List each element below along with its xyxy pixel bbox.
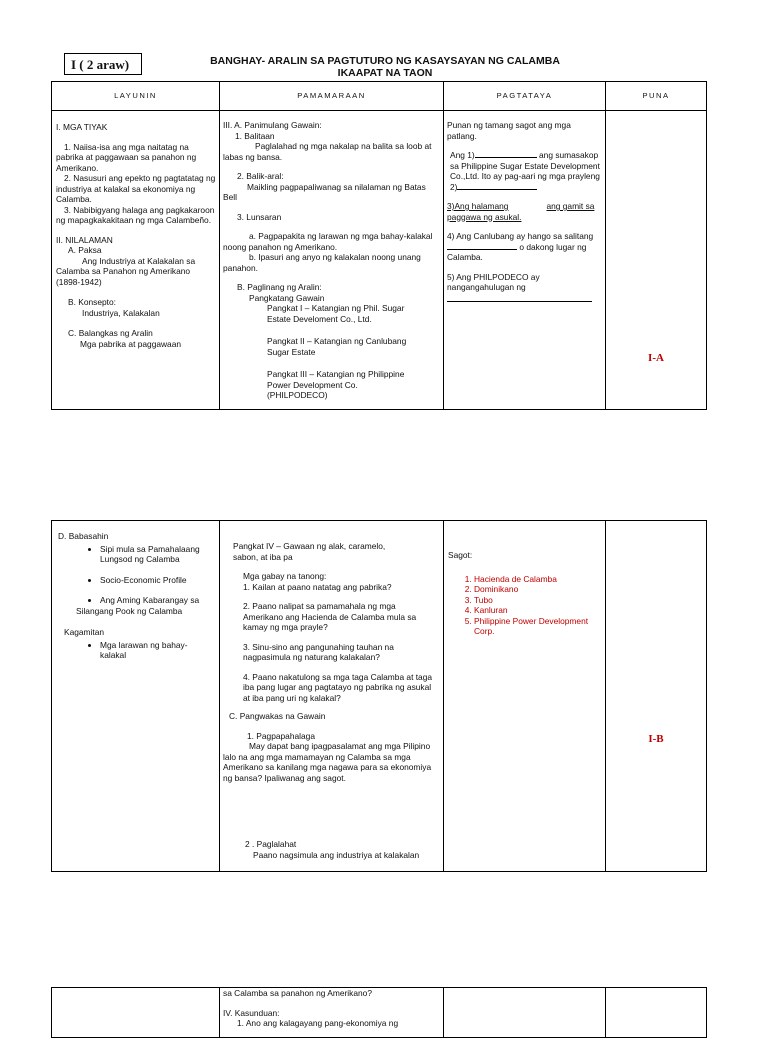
puna-cell-2 [606, 521, 707, 872]
lunsaran-b: b. Ipasuri ang anyo ng kalakalan noong unang panahon. [223, 252, 421, 273]
pangkatang-gawain: Pangkatang Gawain [249, 292, 325, 303]
balik-aral-label: 2. Balik-aral: [237, 171, 284, 181]
balangkas-label: C. Balangkas ng Aralin [68, 328, 153, 338]
puna-mark: I-A [648, 352, 664, 364]
instructions: Punan ng tamang sagot ang mga patlang. [447, 120, 571, 141]
pagtataya-cell-2 [444, 521, 606, 872]
question-4: 4. Paano nakatulong sa mga taga Calamba at taga iba pang lugar ang pagtatayo ng pabrika ng asukal at iba pang uri ng kalakal? [243, 671, 433, 703]
lesson-plan-table-3 [51, 987, 707, 1038]
layunin-cell [52, 111, 220, 410]
pagtataya-cell [444, 111, 606, 410]
babasahin-item-1: • Sipi mula sa Pamahalaang Lungsod ng Calamba [100, 544, 215, 565]
nilalaman-heading: II. NILALAMAN [56, 234, 113, 245]
item-3: 3)Ang halamang ang gamit sa paggawa ng asukal. [447, 201, 595, 222]
konsepto-text: Industriya, Kalakalan [82, 307, 160, 318]
continued-question: sa Calamba sa panahon ng Amerikano? [223, 988, 372, 998]
babasahin-item-2: • Socio-Economic Profile [100, 575, 215, 586]
document-subtitle: IKAAPAT NA TAON [337, 67, 433, 79]
column-header-pagtataya: PAGTATAYA [444, 82, 606, 111]
balik-aral-text: Maikling pagpapaliwanag sa nilalaman ng Batas Bell [223, 181, 426, 202]
babasahin-item-3: • Ang Aming Kabarangay sa [100, 595, 215, 606]
objective-1: 1. Naiisa-isa ang mga naitatag na pabrika at paggawaan sa panahon ng Amerikano. [56, 141, 197, 173]
pamamaraan-cell-2 [220, 521, 444, 872]
pangwakas-heading: C. Pangwakas na Gawain [229, 711, 326, 721]
pangkat-2: Pangkat II – Katangian ng Canlubang Sugar Estate [267, 336, 407, 357]
pagpapahalaga-text: May dapat bang ipagpasalamat ang mga Pilipino lalo na ang mga mamamayan ng Calamba sa mga Amerikano sa kanilang mga nagawa para sa ekonomiya ng bansa? Ipaliwanag ang sagot. [223, 741, 432, 783]
question-1: 1. Kailan at paano natatag ang pabrika? [243, 581, 392, 592]
balitaan-text: Paglalahad ng mga nakalap na balita sa loob at labas ng bansa. [223, 141, 432, 162]
pangkat-4: Pangkat IV – Gawaan ng alak, caramelo, sabon, at iba pa [233, 541, 386, 562]
item-5: 5) Ang PHILPODECO ay nangangahulugan ng [447, 272, 601, 305]
pangkat-1: Pangkat I – Katangian ng Phil. Sugar Estate Develoment Co., Ltd. [267, 303, 405, 324]
layunin-cell-3 [52, 988, 220, 1038]
column-header-layunin: LAYUNIN [52, 82, 220, 111]
pagtataya-cell-3 [444, 988, 606, 1038]
konsepto-label: B. Konsepto: [68, 297, 116, 307]
day-count-box: I ( 2 araw) [64, 53, 142, 75]
lesson-plan-table-2 [51, 520, 707, 872]
paglalahat-label: 2 . Paglalahat [245, 839, 297, 849]
balitaan-label: 1. Balitaan [235, 130, 275, 141]
layunin-cell-2 [52, 521, 220, 872]
babasahin-label: D. Babasahin [58, 531, 109, 541]
sagot-heading: Sagot: [448, 550, 473, 560]
kagamitan-label: Kagamitan [64, 627, 105, 637]
babasahin-item-3-cont: Silangang Pook ng Calamba [76, 605, 183, 616]
question-2: 2. Paano nalipat sa pamamahala ng mga Amerikano ang Hacienda de Calamba mula sa kamay ng mga prayle? [243, 601, 417, 632]
puna-mark-2: I-B [648, 733, 664, 745]
kasunduan-item-1: 1. Ano ang kalagayang pang-ekonomiya ng [237, 1018, 399, 1028]
answer-item: 2. Dominikano [474, 584, 601, 595]
answer-item: 1. Hacienda de Calamba [474, 574, 601, 585]
tiyak-heading: I. MGA TIYAK [56, 122, 108, 132]
column-header-puna: PUNA [606, 82, 707, 111]
gabay-heading: Mga gabay na tanong: [243, 571, 327, 581]
lesson-plan-table-1 [51, 81, 707, 410]
paksa-label: A. Paksa [68, 245, 102, 255]
kagamitan-item-1: • Mga larawan ng bahay-kalakal [100, 640, 205, 661]
puna-cell-3 [606, 988, 707, 1038]
panimulang-gawain: III. A. Panimulang Gawain: [223, 120, 322, 130]
puna-cell [606, 111, 707, 410]
answer-list [448, 574, 601, 637]
objective-2: 2. Nasusuri ang epekto ng pagtatatag ng industriya at kalakal sa ekonomiya ng Calamba. [56, 173, 216, 204]
column-header-pamamaraan: PAMAMARAAN [220, 82, 444, 111]
paglinang-label: B. Paglinang ng Aralin: [237, 282, 322, 292]
question-3: 3. Sinu-sino ang pangunahing tauhan na nagpasimula ng naturang kalakalan? [243, 641, 394, 662]
pamamaraan-cell-3 [220, 988, 444, 1038]
answer-item: 5. Philippine Power Development Corp. [474, 616, 601, 637]
kasunduan-heading: IV. Kasunduan: [223, 1007, 280, 1018]
item-1-2: Ang 1) ang sumasakop sa Philippine Sugar Estate Development Co.,Ltd. Ito ay pag-aari ng mga prayleng 2) [450, 150, 600, 192]
paglalahat-text: Paano nagsimula ang industriya at kalakalan [253, 849, 420, 860]
balangkas-text: Mga pabrika at paggawaan [80, 338, 182, 349]
document-title: BANGHAY- ARALIN SA PAGTUTURO NG KASAYSAYAN NG CALAMBA [210, 55, 560, 67]
lunsaran-a: a. Pagpapakita ng larawan ng mga bahay-kalakal noong panahon ng Amerikano. [223, 231, 433, 252]
item-4: 4) Ang Canlubang ay hango sa salitang o dakong lugar ng Calamba. [447, 231, 594, 262]
objective-3: 3. Nabibigyang halaga ang pagkakaroon ng mapagkakakitaan ng mga Calambeño. [56, 204, 215, 225]
answer-item: 3. Tubo [474, 595, 601, 606]
paksa-text: Ang Industriya at Kalakalan sa Calamba sa Panahon ng Amerikano (1898-1942) [56, 255, 196, 287]
answer-item: 4. Kanluran [474, 605, 601, 616]
pangkat-3: Pangkat III – Katangian ng Philippine Power Development Co. (PHILPODECO) [267, 369, 405, 400]
lunsaran-label: 3. Lunsaran [237, 211, 282, 222]
pamamaraan-cell [220, 111, 444, 410]
pagpapahalaga-label: 1. Pagpapahalaga [247, 730, 315, 741]
